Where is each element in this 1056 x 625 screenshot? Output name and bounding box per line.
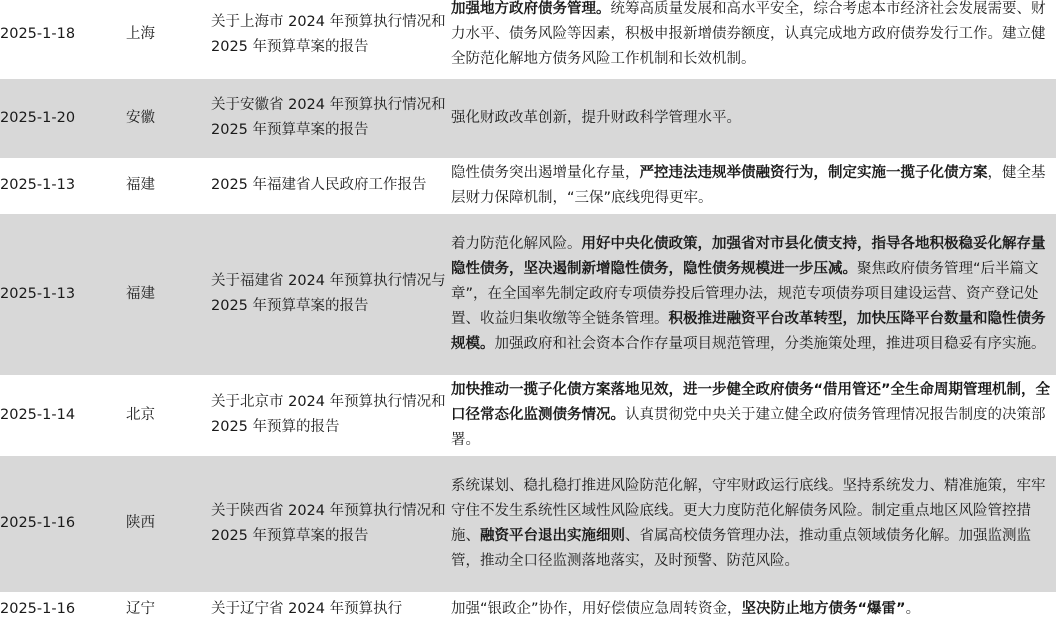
province-cell: 上海 [126, 0, 211, 78]
content-cell [451, 0, 1056, 78]
date-cell: 2025-1-13 [0, 158, 126, 213]
content-text: ，健全基层财力保障机制，“三保”底线兜得更牢。 [451, 164, 1046, 206]
content-bold-text: 加强地方政府债务管理。 [451, 1, 611, 18]
content-cell [451, 213, 1056, 375]
content-cell [451, 592, 1056, 624]
table-row [0, 455, 1056, 592]
date-cell: 2025-1-14 [0, 375, 126, 455]
content-text: 聚焦政府债务管理“后半篇文章”，在全国率先制定政府专项债券投后管理办法，规范专项债券项目建设运营、资产登记处置、收益归集收缴等全链条管理。 [451, 260, 1039, 327]
report-title-cell: 关于辽宁省 2024 年预算执行 [211, 592, 451, 624]
table-row [0, 78, 1056, 158]
content-cell [451, 455, 1056, 592]
content-text: 隐性债务突出遏增量化存量， [451, 164, 640, 181]
date-cell: 2025-1-18 [0, 0, 126, 78]
content-text: 强化财政改革创新，提升财政科学管理水平。 [451, 109, 741, 126]
province-cell: 安徽 [126, 78, 211, 158]
content-bold-text: 严控违法违规举债融资行为，制定实施一揽子化债方案 [639, 164, 988, 181]
date-cell: 2025-1-13 [0, 213, 126, 375]
content-bold-text: 积极推进融资平台改革转型，加快压降平台数量和隐性债务规模。 [451, 310, 1046, 352]
content-text: 认真贯彻党中央关于建立健全政府债务管理情况报告制度的决策部署。 [451, 406, 1046, 448]
date-cell: 2025-1-16 [0, 455, 126, 592]
province-cell: 北京 [126, 375, 211, 455]
content-cell [451, 375, 1056, 455]
table-row [0, 592, 1056, 624]
table-row [0, 0, 1056, 78]
date-cell: 2025-1-20 [0, 78, 126, 158]
province-cell: 辽宁 [126, 592, 211, 624]
province-cell: 陕西 [126, 455, 211, 592]
table-row [0, 375, 1056, 455]
report-title-cell: 关于福建省 2024 年预算执行情况与 2025 年预算草案的报告 [211, 213, 451, 375]
report-title-cell: 2025 年福建省人民政府工作报告 [211, 158, 451, 213]
table-row [0, 213, 1056, 375]
content-bold-text: 加快推动一揽子化债方案落地见效，进一步健全政府债务“借用管还”全生命周期管理机制，全口径常态化监测债务情况。 [451, 381, 1051, 423]
report-title-cell: 关于安徽省 2024 年预算执行情况和 2025 年预算草案的报告 [211, 78, 451, 158]
table-row [0, 158, 1056, 213]
content-text: 、省属高校债务管理办法，推动重点领域债务化解。加强监测监管，推动全口径监测落地落实，及时预警、防范风险。 [451, 527, 1031, 569]
province-cell: 福建 [126, 213, 211, 375]
date-cell: 2025-1-16 [0, 592, 126, 624]
report-title-cell: 关于上海市 2024 年预算执行情况和 2025 年预算草案的报告 [211, 0, 451, 78]
content-text: 。 [905, 600, 921, 617]
content-bold-text: 坚决防止地方债务“爆雷” [741, 600, 906, 617]
content-text: 系统谋划、稳扎稳打推进风险防范化解，守牢财政运行底线。坚持系统发力、精准施策，牢牢守住不发生系统性区域性风险底线。更大力度防范化解债务风险。制定重点地区风险管控措施、 [451, 477, 1046, 544]
content-text: 统筹高质量发展和高水平安全，综合考虑本市经济社会发展需要、财力水平、债务风险等因素，积极申报新增债券额度，认真完成地方政府债券发行工作。建立健全防范化解地方债务风险工作机制和长效机制。 [451, 1, 1046, 68]
content-text: 着力防范化解风险。 [451, 235, 582, 252]
report-title-cell: 关于陕西省 2024 年预算执行情况和 2025 年预算草案的报告 [211, 455, 451, 592]
content-bold-text: 融资平台退出实施细则 [480, 527, 625, 544]
content-text: 加强政府和社会资本合作存量项目规范管理，分类施策处理，推进项目稳妥有序实施。 [494, 335, 1046, 352]
report-title-cell: 关于北京市 2024 年预算执行情况和 2025 年预算的报告 [211, 375, 451, 455]
province-cell: 福建 [126, 158, 211, 213]
content-cell [451, 158, 1056, 213]
content-text: 加强“银政企”协作，用好偿债应急周转资金， [451, 600, 742, 617]
content-bold-text: 用好中央化债政策，加强省对市县化债支持，指导各地积极稳妥化解存量隐性债务，坚决遏制新增隐性债务，隐性债务规模进一步压减。 [451, 235, 1046, 277]
content-cell [451, 78, 1056, 158]
